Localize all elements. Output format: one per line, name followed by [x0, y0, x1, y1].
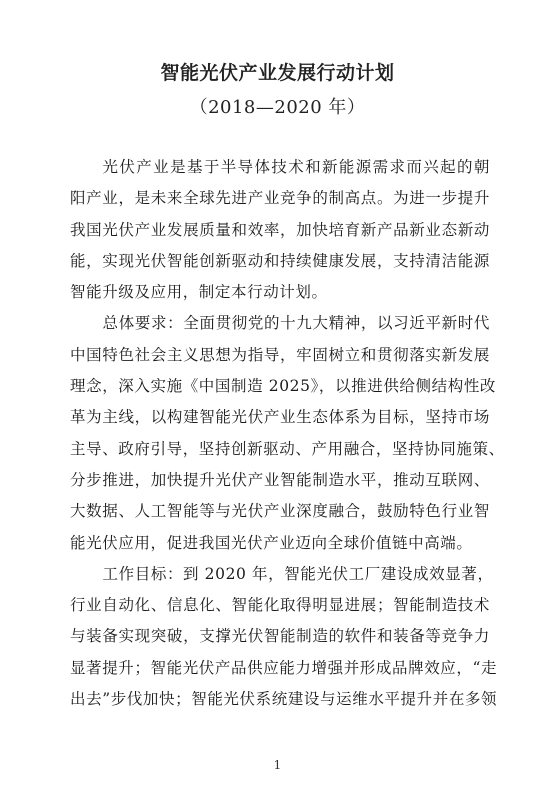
- text-line: 分步推进，加快提升光伏产业智能制造水平，推动互联网、: [70, 470, 490, 489]
- text-line: 总体要求：全面贯彻党的十九大精神，以习近平新时代: [102, 314, 490, 333]
- text-line: 大数据、人工智能等与光伏产业深度融合，鼓励特色行业智: [70, 502, 490, 521]
- text-line: 出去”步伐加快；智能光伏系统建设与运维水平提升并在多领: [70, 690, 498, 709]
- text-line: 智能升级及应用，制定本行动计划。: [70, 283, 328, 302]
- text-line: 中国特色社会主义思想为指导，牢固树立和贯彻落实新发展: [70, 345, 490, 364]
- text-line: 阳产业，是未来全球先进产业竞争的制高点。为进一步提升: [70, 189, 490, 208]
- document-subtitle: （2018—2020 年）: [189, 97, 366, 118]
- text-line: 工作目标：到 2020 年，智能光伏工厂建设成效显著，: [102, 564, 494, 583]
- text-line: 能光伏应用，促进我国光伏产业迈向全球价值链中高端。: [70, 533, 473, 552]
- text-line: 理念，深入实施《中国制造 2025》，以推进供给侧结构性改: [70, 377, 497, 396]
- text-line: 与装备实现突破，支撑光伏智能制造的软件和装备等竞争力: [70, 627, 490, 646]
- text-line: 主导、政府引导，坚持创新驱动、产用融合，坚持协同施策、: [70, 439, 505, 458]
- paragraph-intro: [70, 152, 490, 308]
- document-body: [70, 152, 505, 715]
- paragraph-general-requirements: [70, 308, 505, 558]
- page-number: 1: [273, 758, 282, 772]
- text-line: 行业自动化、信息化、智能化取得明显进展；智能制造技术: [70, 596, 490, 615]
- text-line: 能，实现光伏智能创新驱动和持续健康发展，支持清洁能源: [70, 251, 490, 270]
- text-line: 显著提升；智能光伏产品供应能力增强并形成品牌效应，“走: [70, 658, 498, 677]
- text-line: 我国光伏产业发展质量和效率，加快培育新产品新业态新动: [70, 220, 490, 239]
- text-line: 革为主线，以构建智能光伏产业生态体系为目标，坚持市场: [70, 408, 490, 427]
- document-title: 智能光伏产业发展行动计划: [160, 62, 395, 84]
- paragraph-work-goals: [70, 559, 498, 715]
- text-line: 光伏产业是基于半导体技术和新能源需求而兴起的朝: [102, 158, 490, 176]
